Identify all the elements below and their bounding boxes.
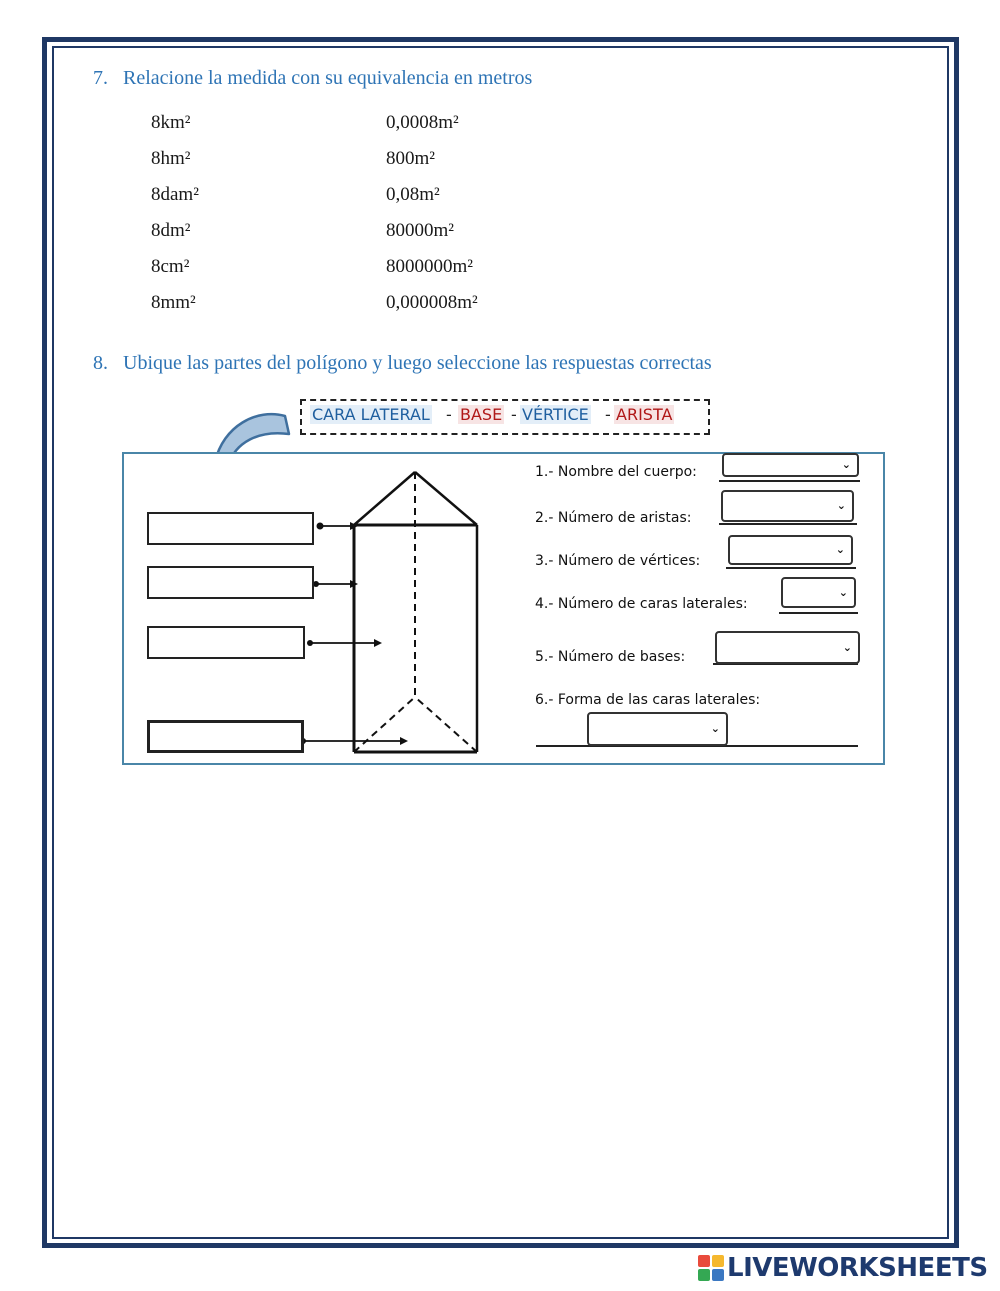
numero-bases-select[interactable] [715, 631, 860, 664]
page-frame-left-outer [42, 37, 47, 1248]
tag-cara-lateral[interactable]: CARA LATERAL [312, 405, 430, 424]
measure-right-4[interactable]: 80000m² [386, 220, 454, 241]
question-8-text: Ubique las partes del polígono y luego seleccione las respuestas correctas [123, 352, 712, 374]
page-frame-left-inner [52, 46, 54, 1239]
question-numero-bases: 5.- Número de bases: [535, 649, 686, 665]
measure-right-2[interactable]: 800m² [386, 148, 435, 169]
measure-right-1[interactable]: 0,0008m² [386, 112, 459, 133]
brand-name: LIVEWORKSHEETS [727, 1253, 988, 1283]
answer-underline-1 [719, 480, 860, 482]
tag-base[interactable]: BASE [460, 405, 503, 424]
part-label-input-1[interactable] [147, 512, 314, 545]
chevron-down-icon: ⌄ [842, 640, 852, 654]
measure-right-5[interactable]: 8000000m² [386, 256, 473, 277]
chevron-down-icon: ⌄ [841, 457, 851, 471]
liveworksheets-logo-icon [698, 1255, 724, 1281]
tag-separator-1: - [446, 405, 452, 424]
numero-caras-laterales-select[interactable] [781, 577, 856, 608]
triangular-prism-diagram [124, 454, 524, 762]
answer-underline-3 [726, 567, 856, 569]
question-numero-vertices: 3.- Número de vértices: [535, 553, 701, 569]
chevron-down-icon: ⌄ [710, 721, 720, 735]
question-numero-aristas: 2.- Número de aristas: [535, 510, 692, 526]
measure-left-4: 8dm² [151, 220, 191, 241]
chevron-down-icon: ⌄ [838, 585, 848, 599]
question-nombre-cuerpo: 1.- Nombre del cuerpo: [535, 464, 697, 480]
measure-left-2: 8hm² [151, 148, 191, 169]
measure-right-6[interactable]: 0,000008m² [386, 292, 478, 313]
part-label-input-2[interactable] [147, 566, 314, 599]
answer-underline-4 [779, 612, 858, 614]
answer-underline-2 [719, 523, 857, 525]
liveworksheets-brand [698, 1253, 988, 1283]
question-7-number: 7. [93, 67, 108, 89]
question-8-number: 8. [93, 352, 108, 374]
measure-left-3: 8dam² [151, 184, 199, 205]
page-frame-top-inner [52, 46, 949, 48]
chevron-down-icon: ⌄ [835, 542, 845, 556]
tag-arista[interactable]: ARISTA [616, 405, 673, 424]
forma-caras-laterales-select[interactable] [587, 712, 728, 746]
part-label-input-3[interactable] [147, 626, 305, 659]
measure-left-1: 8km² [151, 112, 191, 133]
page-frame-right-inner [947, 46, 949, 1239]
question-numero-caras-laterales: 4.- Número de caras laterales: [535, 596, 748, 612]
part-label-input-4[interactable] [147, 720, 304, 753]
nombre-cuerpo-select[interactable] [722, 453, 859, 477]
tag-separator-2: - [511, 405, 517, 424]
question-forma-caras-laterales: 6.- Forma de las caras laterales: [535, 692, 761, 708]
question-7-text: Relacione la medida con su equivalencia en metros [123, 67, 533, 89]
tag-vertice[interactable]: VÉRTICE [522, 405, 589, 424]
numero-aristas-select[interactable] [721, 490, 854, 522]
chevron-down-icon: ⌄ [836, 498, 846, 512]
tag-separator-3: - [605, 405, 611, 424]
question-8-title [93, 352, 712, 375]
page-frame-right-outer [954, 37, 959, 1248]
measure-right-3[interactable]: 0,08m² [386, 184, 440, 205]
page-frame-bottom-inner [52, 1237, 949, 1239]
measure-left-6: 8mm² [151, 292, 196, 313]
numero-vertices-select[interactable] [728, 535, 853, 565]
question-7-title [93, 67, 532, 90]
measure-left-5: 8cm² [151, 256, 190, 277]
page-frame-bottom-outer [42, 1243, 959, 1248]
page-frame-top-outer [42, 37, 959, 42]
